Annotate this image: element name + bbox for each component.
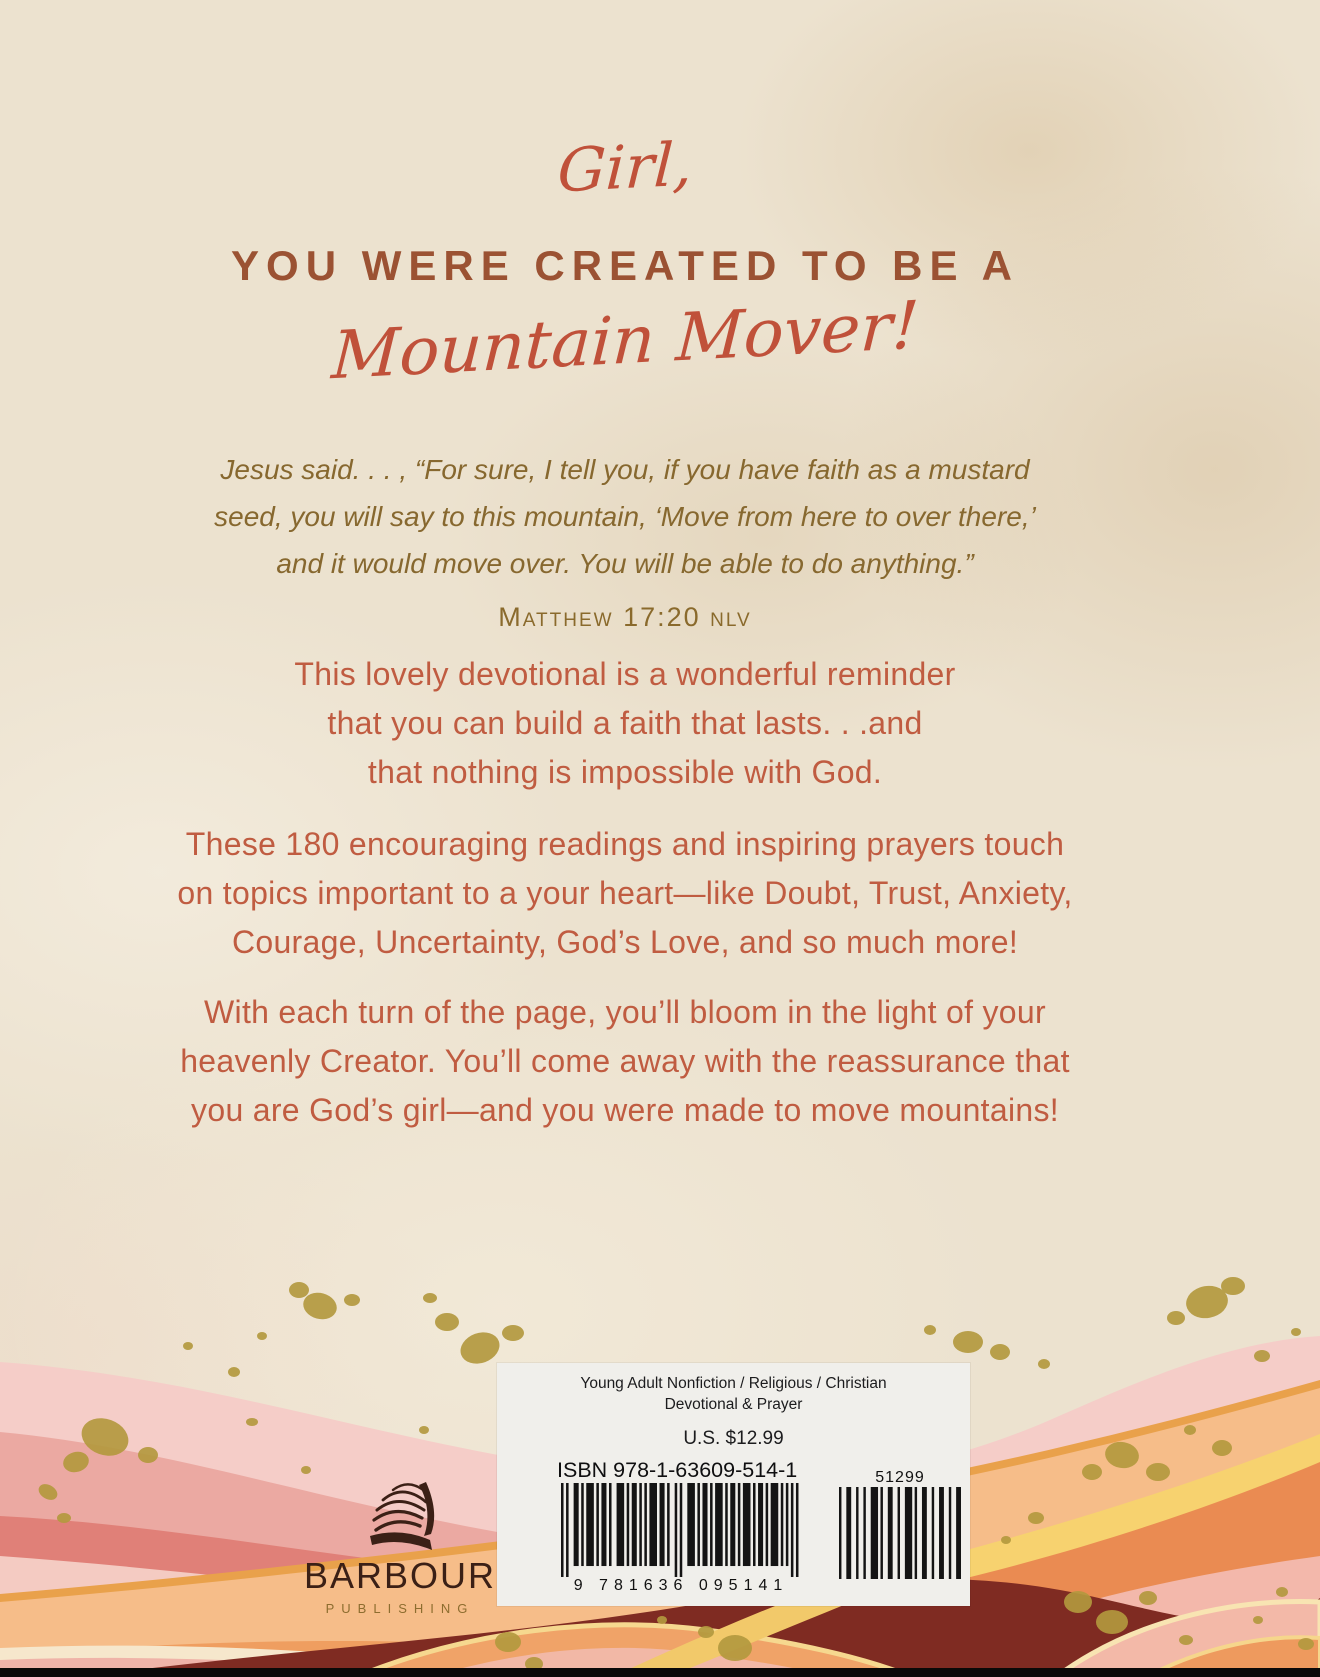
isbn-text: ISBN 978-1-63609-514-1 bbox=[557, 1458, 798, 1482]
paragraph-3-line-1: With each turn of the page, you’ll bloom in the light of your bbox=[204, 994, 1046, 1030]
scripture-line-1: Jesus said. . . , “For sure, I tell you, if you have faith as a mustard bbox=[220, 454, 1030, 485]
scripture-quote bbox=[0, 446, 1250, 587]
price-code: 51299 bbox=[875, 1469, 925, 1486]
paragraph-readings bbox=[0, 820, 1250, 967]
title-script-mountain-mover-text: Mountain Mover! bbox=[329, 286, 921, 395]
price-text: U.S. $12.99 bbox=[683, 1428, 784, 1449]
scripture-reference: Matthew 17:20 nlv bbox=[498, 602, 752, 632]
publisher-division: PUBLISHING bbox=[325, 1601, 475, 1616]
paragraph-2-line-1: These 180 encouraging readings and inspiring prayers touch bbox=[185, 826, 1065, 862]
photo-edge-strip bbox=[0, 1668, 1320, 1677]
title-script-girl bbox=[0, 129, 1250, 207]
barcode-main bbox=[561, 1483, 801, 1577]
title-caps-line: YOU WERE CREATED TO BE A bbox=[231, 242, 1019, 289]
barcode-digits: 9 781636 095141 bbox=[573, 1577, 789, 1594]
paragraph-2-line-2: on topics important to a your heart—like Doubt, Trust, Anxiety, bbox=[177, 875, 1073, 911]
barbour-book-icon bbox=[360, 1474, 440, 1552]
barcode-label bbox=[497, 1363, 970, 1606]
category-line-1: Young Adult Nonfiction / Religious / Christian bbox=[580, 1375, 887, 1392]
paragraph-1-line-2: that you can build a faith that lasts. . .and bbox=[327, 705, 923, 741]
paragraph-1-line-1: This lovely devotional is a wonderful reminder bbox=[294, 656, 956, 692]
barcode-price bbox=[839, 1487, 961, 1579]
price-addon-barcode bbox=[837, 1469, 963, 1584]
paragraph-2-line-3: Courage, Uncertainty, God’s Love, and so much more! bbox=[231, 924, 1019, 960]
paragraph-1-line-3: that nothing is impossible with God. bbox=[367, 754, 883, 790]
scripture-line-3: and it would move over. You will be able to do anything.” bbox=[276, 548, 974, 579]
title-script-mountain-mover bbox=[0, 286, 1250, 395]
title-script-girl-text: Girl, bbox=[555, 129, 695, 207]
scripture-line-2: seed, you will say to this mountain, ‘Move from here to over there,’ bbox=[214, 501, 1036, 532]
category-line-2: Devotional & Prayer bbox=[664, 1396, 803, 1413]
publisher-name: BARBOUR bbox=[303, 1555, 497, 1596]
paragraph-3-line-2: heavenly Creator. You’ll come away with the reassurance that bbox=[180, 1043, 1070, 1079]
paragraph-closing bbox=[0, 988, 1250, 1135]
paragraph-3-line-3: you are God’s girl—and you were made to move mountains! bbox=[191, 1092, 1059, 1128]
paragraph-devotional bbox=[0, 650, 1250, 797]
publisher-logo bbox=[298, 1474, 502, 1616]
